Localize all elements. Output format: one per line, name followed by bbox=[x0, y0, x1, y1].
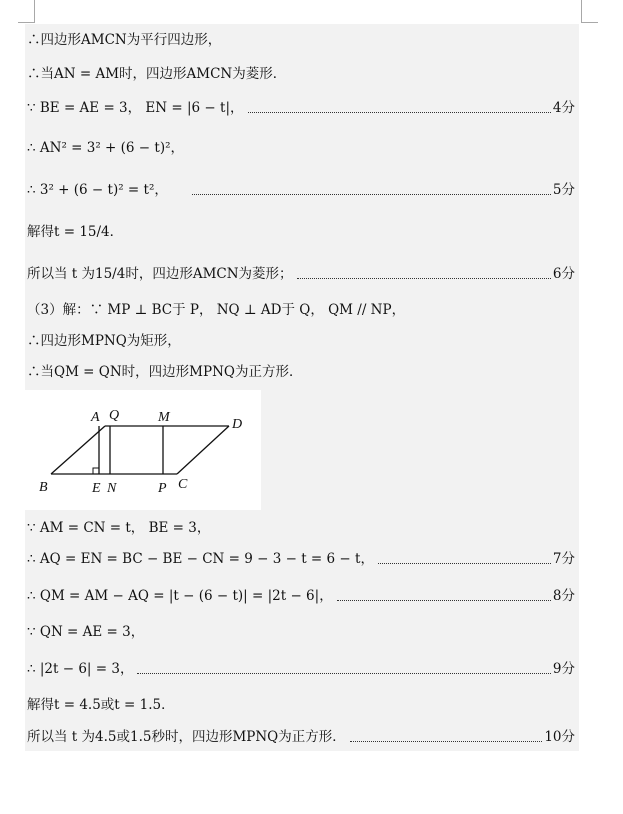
line-10 bbox=[27, 362, 575, 382]
point-label-d: D bbox=[232, 417, 243, 432]
leader-dots bbox=[248, 112, 551, 113]
leader-dots bbox=[350, 741, 543, 742]
line-14 bbox=[27, 622, 575, 642]
line-7 bbox=[27, 264, 575, 284]
line-11 bbox=[27, 518, 575, 538]
line-1 bbox=[27, 30, 575, 50]
point-label-n: N bbox=[107, 481, 117, 496]
line-8 bbox=[27, 300, 575, 320]
line-4 bbox=[27, 138, 575, 158]
point-label-a: A bbox=[91, 410, 100, 425]
point-label-c: C bbox=[178, 477, 188, 492]
score-10: 10分 bbox=[544, 729, 575, 745]
score-9: 9分 bbox=[552, 661, 575, 677]
line-16 bbox=[27, 695, 575, 715]
line-5 bbox=[27, 180, 575, 200]
line-17-text: 所以当 t 为4.5或1.5秒时，四边形MPNQ为正方形． bbox=[27, 729, 346, 745]
line-3 bbox=[27, 98, 575, 118]
point-label-m: M bbox=[158, 410, 170, 425]
line-15 bbox=[27, 659, 575, 679]
line-2-text: ∴当AN = AM时，四边形AMCN为菱形． bbox=[27, 66, 287, 82]
score-5: 5分 bbox=[552, 182, 575, 198]
line-6-text: 解得t = 15/4． bbox=[27, 224, 124, 240]
point-label-p: P bbox=[158, 481, 167, 496]
leader-dots bbox=[337, 600, 551, 601]
line-17 bbox=[27, 727, 575, 747]
line-13-text: ∴ QM = AM − AQ = |t − (6 − t)| = |2t − 6|， bbox=[27, 588, 333, 604]
point-label-q: Q bbox=[109, 408, 120, 423]
figure-svg bbox=[25, 390, 261, 510]
leader-dots bbox=[297, 278, 551, 279]
line-13 bbox=[27, 586, 575, 606]
point-label-b: B bbox=[39, 480, 48, 495]
line-4-text: ∴ AN² = 3² + (6 − t)²， bbox=[27, 140, 184, 156]
line-12 bbox=[27, 549, 575, 569]
line-5-text: ∴ 3² + (6 − t)² = t²， bbox=[27, 182, 168, 198]
leader-dots bbox=[137, 673, 550, 674]
point-label-e: E bbox=[92, 481, 101, 496]
crop-mark-left bbox=[18, 0, 35, 23]
score-4: 4分 bbox=[552, 100, 575, 116]
line-16-text: 解得t = 4.5或t = 1.5． bbox=[27, 697, 175, 713]
score-8: 8分 bbox=[552, 588, 575, 604]
line-8-text: （3）解：∵ MP ⊥ BC于 P， NQ ⊥ AD于 Q， QM // NP， bbox=[27, 302, 406, 318]
line-10-text: ∴当QM = QN时，四边形MPNQ为正方形． bbox=[27, 364, 303, 380]
line-9 bbox=[27, 331, 575, 351]
crop-mark-right bbox=[581, 0, 598, 23]
line-3-text: ∵ BE = AE = 3， EN = |6 − t|， bbox=[27, 100, 244, 116]
leader-dots bbox=[378, 563, 551, 564]
line-7-text: 所以当 t 为15/4时，四边形AMCN为菱形； bbox=[27, 266, 293, 282]
document-page bbox=[25, 24, 579, 751]
line-11-text: ∵ AM = CN = t， BE = 3， bbox=[27, 520, 211, 536]
geometry-figure bbox=[25, 390, 261, 510]
leader-dots bbox=[192, 194, 551, 195]
line-9-text: ∴四边形MPNQ为矩形， bbox=[27, 333, 181, 349]
score-7: 7分 bbox=[552, 551, 575, 567]
line-1-text: ∴四边形AMCN为平行四边形， bbox=[27, 32, 222, 48]
line-2 bbox=[27, 64, 575, 84]
line-14-text: ∵ QN = AE = 3， bbox=[27, 624, 145, 640]
score-6: 6分 bbox=[552, 266, 575, 282]
line-12-text: ∴ AQ = EN = BC − BE − CN = 9 − 3 − t = 6 − t， bbox=[27, 551, 374, 567]
line-15-text: ∴ |2t − 6| = 3， bbox=[27, 661, 134, 677]
line-6 bbox=[27, 222, 575, 242]
